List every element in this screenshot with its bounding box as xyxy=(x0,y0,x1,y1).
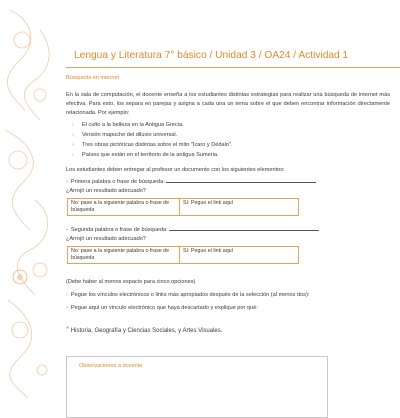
deliverables-intro: Los estudiantes deben entregar al profesor un documento con los siguientes elementos: xyxy=(66,167,285,173)
search-2-line: › Segunda palabra o frase de búsqueda: xyxy=(66,224,390,235)
observations-title: Observaciones a docente xyxy=(79,363,143,369)
list-item: › El culto a la belleza en la Antigua Grecia. xyxy=(72,122,184,128)
intro-paragraph: En la sala de computación, el docente enseña a los estudiantes distintas estrategias para realizar una búsqueda de internet más efectiva. Para esto, los separa en parejas y asigna a cada una un tema sobre el que deben encontrar información directamente relacionada. Por ejemplo: xyxy=(66,92,390,116)
examples-list xyxy=(66,120,390,160)
table-cell-no: No: pase a la siguiente palabra o frase de búsqueda xyxy=(68,247,180,264)
chevron-right-icon: › xyxy=(72,132,74,138)
list-item: › Tres obras pictóricas distintas sobre el mito "Ícaro y Dédalo". xyxy=(72,142,233,148)
history-line: * Historia, Geografía y Ciencias Sociales, y Artes Visuales. xyxy=(66,325,223,334)
space-note: (Debe haber al menos espacio para cinco opciones) xyxy=(66,279,196,285)
header-divider xyxy=(66,67,400,68)
list-item: › Versión mapuche del diluvio universal. xyxy=(72,132,178,138)
search-1-table xyxy=(67,198,299,216)
search-2-table xyxy=(67,246,299,264)
small-badge-icon xyxy=(13,270,27,284)
search-2-question: ¿Arrojó un resultado adecuado? xyxy=(66,236,146,242)
chevron-right-icon: › xyxy=(66,305,68,311)
asterisk-icon: * xyxy=(66,325,70,334)
search-1-line: › Primera palabra o frase de búsqueda: xyxy=(66,176,390,187)
search-1-blank[interactable] xyxy=(166,176,316,183)
table-cell-no: No: pase a la siguiente palabra o frase de búsqueda xyxy=(68,199,180,216)
chevron-right-icon: › xyxy=(66,227,68,233)
section-title: Búsqueda en internet xyxy=(66,75,120,81)
list-item: › Países que están en el territorio de la antigua Sumeria. xyxy=(72,152,219,158)
chevron-right-icon: › xyxy=(66,292,68,298)
search-2-blank[interactable] xyxy=(169,224,319,231)
final-item-2: › Pegue aquí un vínculo electrónico que haya descartado y explique por qué: xyxy=(66,305,258,311)
activity-content xyxy=(66,74,390,336)
chevron-right-icon: › xyxy=(72,142,74,148)
final-item-1: › Pegue los vínculos electrónicos o links más apropiados después de la selección (al menos dos): xyxy=(66,292,310,298)
page-header-title: Lengua y Literatura 7° básico / Unidad 3 / OA24 / Actividad 1 xyxy=(74,50,349,61)
chevron-right-icon: › xyxy=(66,179,68,185)
chevron-right-icon: › xyxy=(72,122,74,128)
table-cell-yes[interactable]: Sí: Pegue el link aquí xyxy=(180,199,299,216)
chevron-right-icon: › xyxy=(72,152,74,158)
observations-box xyxy=(66,356,328,418)
search-1-question: ¿Arrojó un resultado adecuado? xyxy=(66,188,146,194)
table-cell-yes[interactable]: Sí: Pegue el link aquí xyxy=(180,247,299,264)
decorative-swirl-pattern xyxy=(0,0,60,400)
